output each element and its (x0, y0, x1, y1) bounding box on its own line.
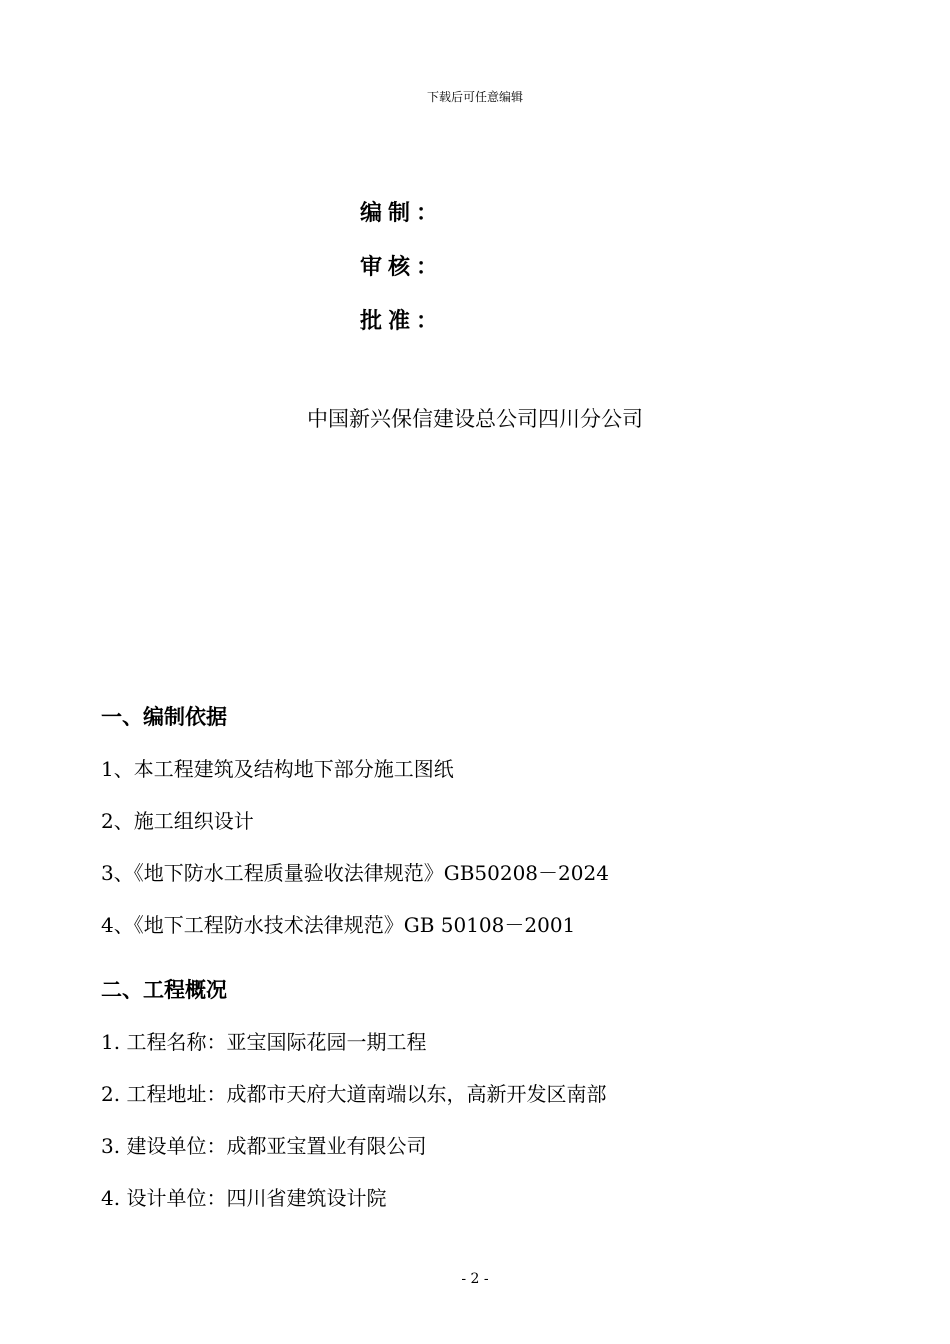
reviewed-by-label: 审核： (360, 254, 445, 280)
basis-item: 4、《地下工程防水技术法律规范》GB 50108－2001 (101, 913, 576, 937)
overview-item: 3. 建设单位：成都亚宝置业有限公司 (101, 1134, 427, 1158)
section-heading-overview: 二、工程概况 (101, 977, 227, 1002)
approved-by-label: 批准： (360, 308, 445, 334)
section-heading-basis: 一、编制依据 (101, 704, 227, 729)
basis-item: 3、《地下防水工程质量验收法律规范》GB50208－2024 (101, 861, 609, 885)
prepared-by-label: 编制： (360, 200, 445, 226)
basis-item: 2、施工组织设计 (101, 809, 254, 833)
overview-item: 1. 工程名称：亚宝国际花园一期工程 (101, 1030, 427, 1054)
overview-item: 2. 工程地址：成都市天府大道南端以东，高新开发区南部 (101, 1082, 607, 1106)
header-note: 下载后可任意编辑 (426, 90, 523, 104)
page-number: - 2 - (461, 1271, 489, 1287)
company-name: 中国新兴保信建设总公司四川分公司 (307, 407, 643, 431)
basis-item: 1、本工程建筑及结构地下部分施工图纸 (101, 757, 454, 781)
overview-item: 4. 设计单位：四川省建筑设计院 (101, 1186, 387, 1210)
